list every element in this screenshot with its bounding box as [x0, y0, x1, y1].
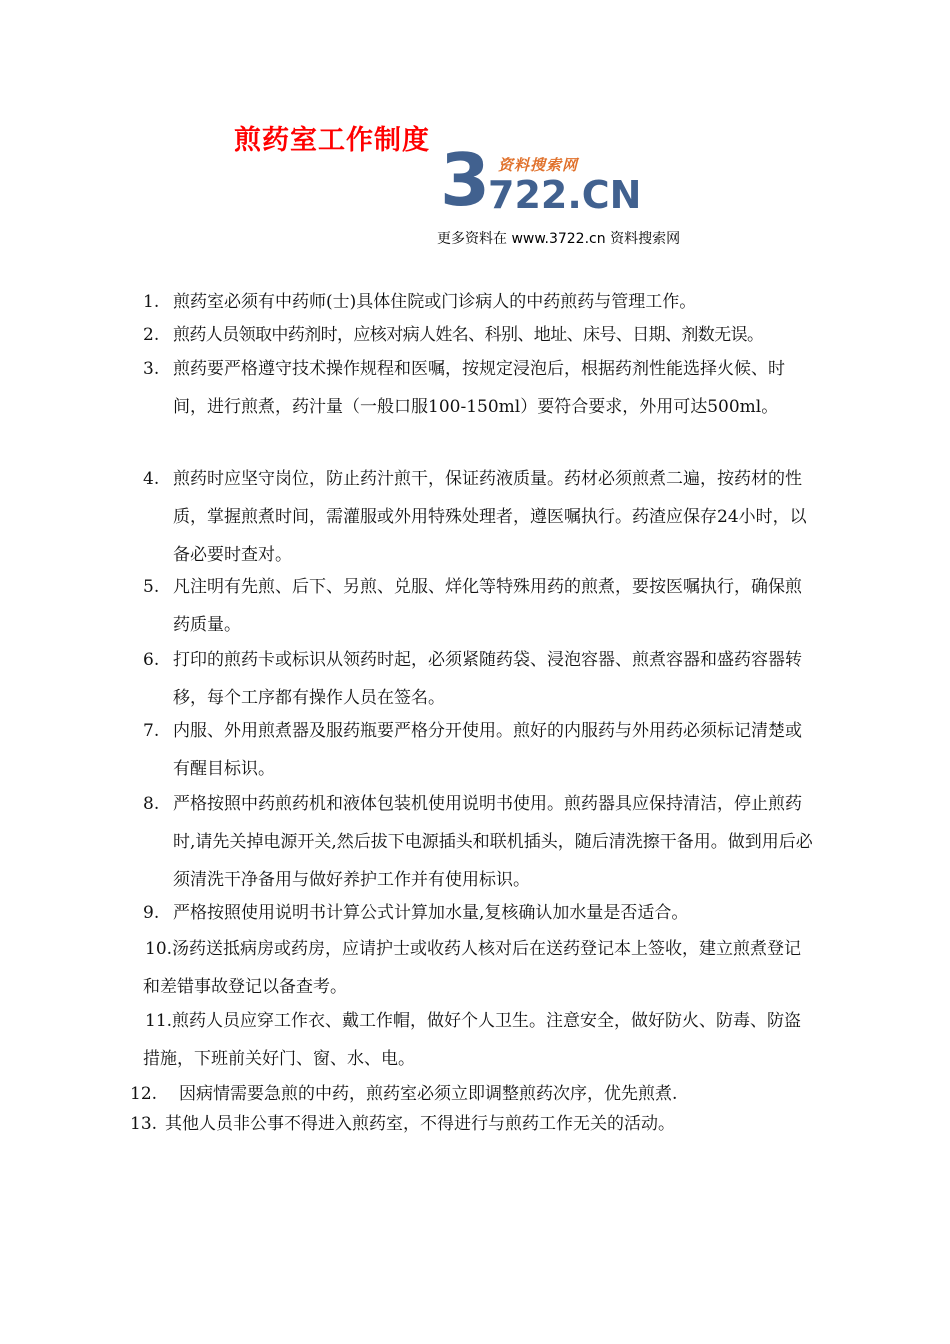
rule-number: 7. — [143, 721, 160, 741]
rule-text: 内服、外用煎煮器及服药瓶要严格分开使用。煎好的内服药与外用药必须标记清楚或有醒目标识。 — [173, 721, 802, 779]
rule-text: 严格按照使用说明书计算公式计算加水量,复核确认加水量是否适合。 — [173, 903, 689, 923]
rule-wrap — [143, 930, 813, 1006]
rule-number: 10. — [145, 939, 173, 959]
logo-mark-main: 3 — [440, 138, 491, 222]
rule-text: 煎药室必须有中药师(士)具体住院或门诊病人的中药煎药与管理工作。 — [173, 292, 697, 312]
logo-mark-rest: 722.CN — [488, 173, 642, 217]
rule-text: 煎药人员应穿工作衣、戴工作帽，做好个人卫生。注意安全，做好防火、防毒、防盗措施，下班前关好门、窗、水、电。 — [143, 1011, 802, 1069]
page-title: 煎药室工作制度 — [234, 125, 430, 156]
rule-number: 4. — [143, 469, 160, 489]
rule-text: 严格按照中药煎药机和液体包装机使用说明书使用。煎药器具应保持清洁，停止煎药时,请先关掉电源开关,然后拔下电源插头和联机插头，随后清洗擦干备用。做到用后必须清洗干净备用与做好养护工作并有使用标识。 — [173, 794, 813, 890]
rule-number: 12. — [130, 1084, 158, 1104]
rule-text: 凡注明有先煎、后下、另煎、兑服、烊化等特殊用药的煎煮，要按医嘱执行，确保煎药质量。 — [173, 577, 802, 635]
rule-number: 11. — [145, 1011, 173, 1031]
site-logo — [438, 138, 642, 227]
rule-text: 煎药时应坚守岗位，防止药汁煎干，保证药液质量。药材必须煎煮二遍，按药材的性质，掌握煎煮时间，需灌服或外用特殊处理者，遵医嘱执行。药渣应保存24小时，以备必要时查对。 — [173, 469, 807, 565]
rule-number: 9. — [143, 903, 160, 923]
rule-number: 1. — [143, 292, 160, 312]
rule-wrap — [143, 1002, 813, 1078]
rule-text: 因病情需要急煎的中药，煎药室必须立即调整煎药次序，优先煎煮. — [179, 1084, 678, 1104]
rule-number: 8. — [143, 794, 160, 814]
rule-number: 2. — [143, 325, 160, 345]
rule-text: 其他人员非公事不得进入煎药室，不得进行与煎药工作无关的活动。 — [165, 1114, 675, 1134]
rule-text: 煎药人员领取中药剂时，应核对病人姓名、科别、地址、床号、日期、剂数无误。 — [173, 325, 764, 345]
rule-text: 打印的煎药卡或标识从领药时起，必须紧随药袋、浸泡容器、煎煮容器和盛药容器转移，每个工序都有操作人员在签名。 — [173, 650, 802, 708]
rule-text: 汤药送抵病房或药房，应请护士或收药人核对后在送药登记本上签收，建立煎煮登记和差错事故登记以备查考。 — [143, 939, 802, 997]
rule-number: 13. — [130, 1114, 158, 1134]
rule-number: 3. — [143, 359, 160, 379]
logo-tagline: 资料搜索网 — [498, 156, 579, 174]
rule-number: 5. — [143, 577, 160, 597]
rule-number: 6. — [143, 650, 160, 670]
logo-caption: 更多资料在 www.3722.cn 资料搜索网 — [437, 231, 681, 247]
rule-text: 煎药要严格遵守技术操作规程和医嘱，按规定浸泡后，根据药剂性能选择火候、时间，进行煎煮，药汁量（一般口服100-150ml）要符合要求，外用可达500ml。 — [173, 359, 785, 417]
